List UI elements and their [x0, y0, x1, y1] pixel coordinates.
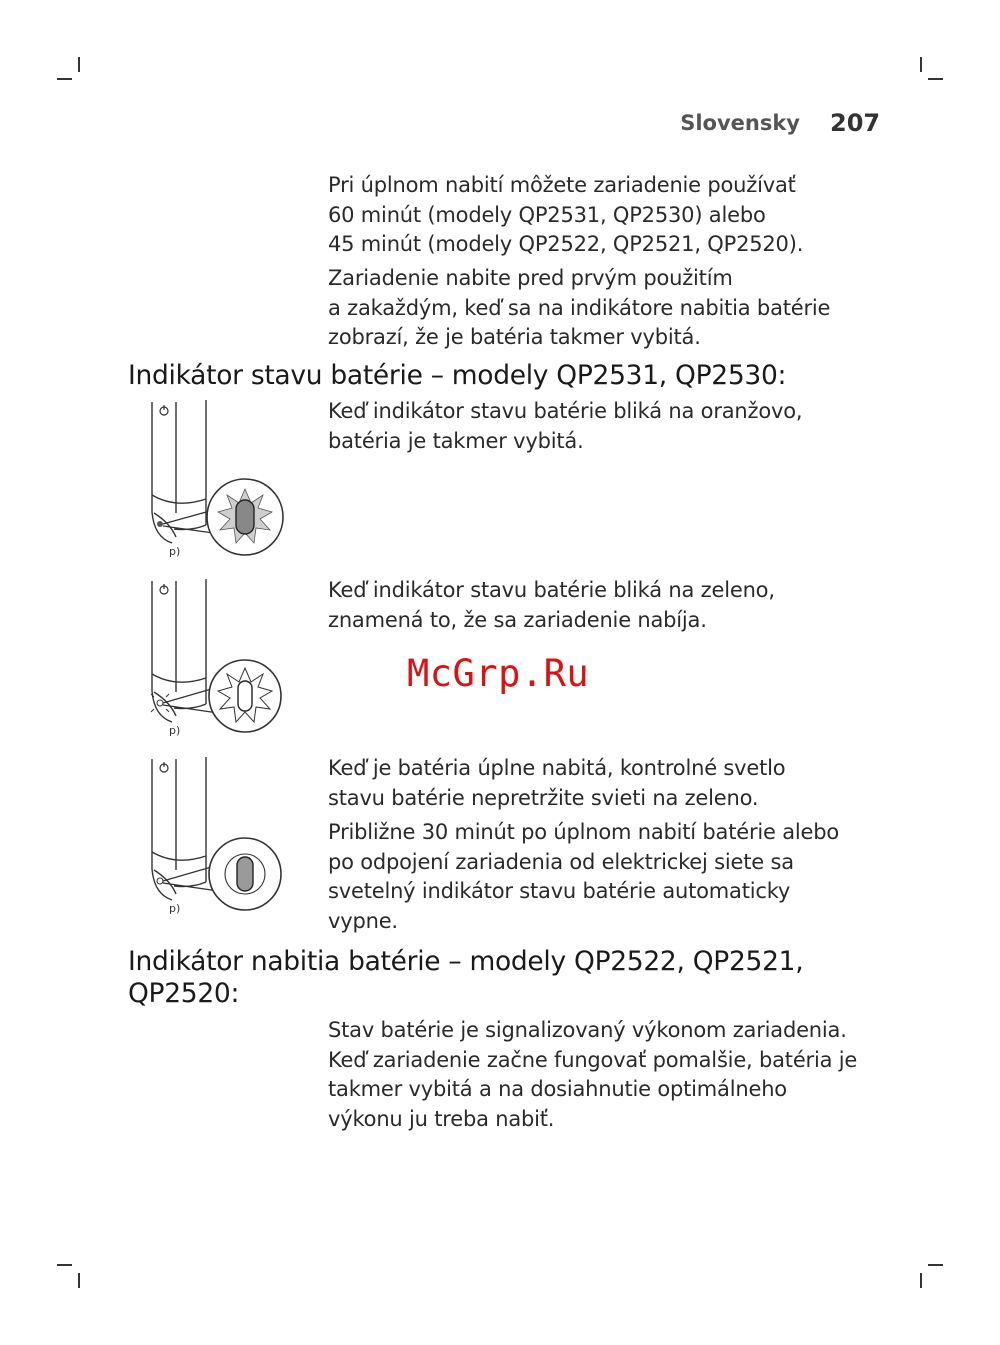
- watermark: McGrp.Ru: [407, 652, 590, 695]
- section-heading-battery-status: Indikátor stavu batérie – modely QP2531, QP2530:: [128, 360, 787, 391]
- crop-mark: [920, 1273, 922, 1288]
- intro-paragraph-2: Zariadenie nabite pred prvým použitím a zakaždým, keď sa na indikátore nabitia batérie zobrazí, že je batéria takmer vybitá.: [328, 266, 831, 350]
- power-icon: [160, 762, 168, 772]
- svg-text:p): p): [169, 724, 181, 737]
- power-icon: [160, 405, 168, 415]
- crop-mark: [928, 78, 943, 80]
- crop-mark: [57, 1264, 72, 1266]
- auto-off-paragraph: Približne 30 minút po úplnom nabití batérie alebo po odpojení zariadenia od elektrickej siete sa svetelný indikátor stavu batérie automaticky vypne.: [328, 820, 840, 933]
- status-text-green-blink: Keď indikátor stavu batérie bliká na zeleno, znamená to, že sa zariadenie nabíja.: [328, 578, 775, 632]
- crop-mark: [920, 57, 922, 72]
- section-heading-charge-indicator: Indikátor nabitia batérie – modely QP2522, QP2521, QP2520:: [128, 946, 804, 1009]
- svg-text:p): p): [169, 902, 181, 915]
- battery-led-icon: [157, 878, 163, 884]
- page-number: 207: [830, 109, 881, 137]
- shaver-illustration-green-blink: [140, 576, 290, 741]
- svg-text:p): p): [169, 545, 181, 558]
- crop-mark: [57, 78, 72, 80]
- status-text-full-charge: Keď je batéria úplne nabitá, kontrolné svetlo stavu batérie nepretržite svieti na zeleno.: [328, 756, 786, 810]
- power-icon: [160, 584, 168, 594]
- crop-mark: [78, 1273, 80, 1288]
- intro-paragraph-1: Pri úplnom nabití môžete zariadenie používať 60 minút (modely QP2531, QP2530) alebo 45 minút (modely QP2522, QP2521, QP2520).: [328, 173, 804, 257]
- shaver-illustration-orange-blink: [140, 397, 290, 562]
- crop-mark: [78, 57, 80, 72]
- shaver-illustration-full-charge: [140, 754, 290, 919]
- crop-mark: [928, 1264, 943, 1266]
- header-language: Slovensky: [680, 111, 800, 135]
- battery-led-icon: [157, 521, 163, 527]
- charge-indicator-paragraph: Stav batérie je signalizovaný výkonom zariadenia. Keď zariadenie začne fungovať pomalšie, batéria je takmer vybitá a na dosiahnutie optimálneho výkonu ju treba nabiť.: [328, 1018, 858, 1131]
- status-text-orange: Keď indikátor stavu batérie bliká na oranžovo, batéria je takmer vybitá.: [328, 399, 803, 453]
